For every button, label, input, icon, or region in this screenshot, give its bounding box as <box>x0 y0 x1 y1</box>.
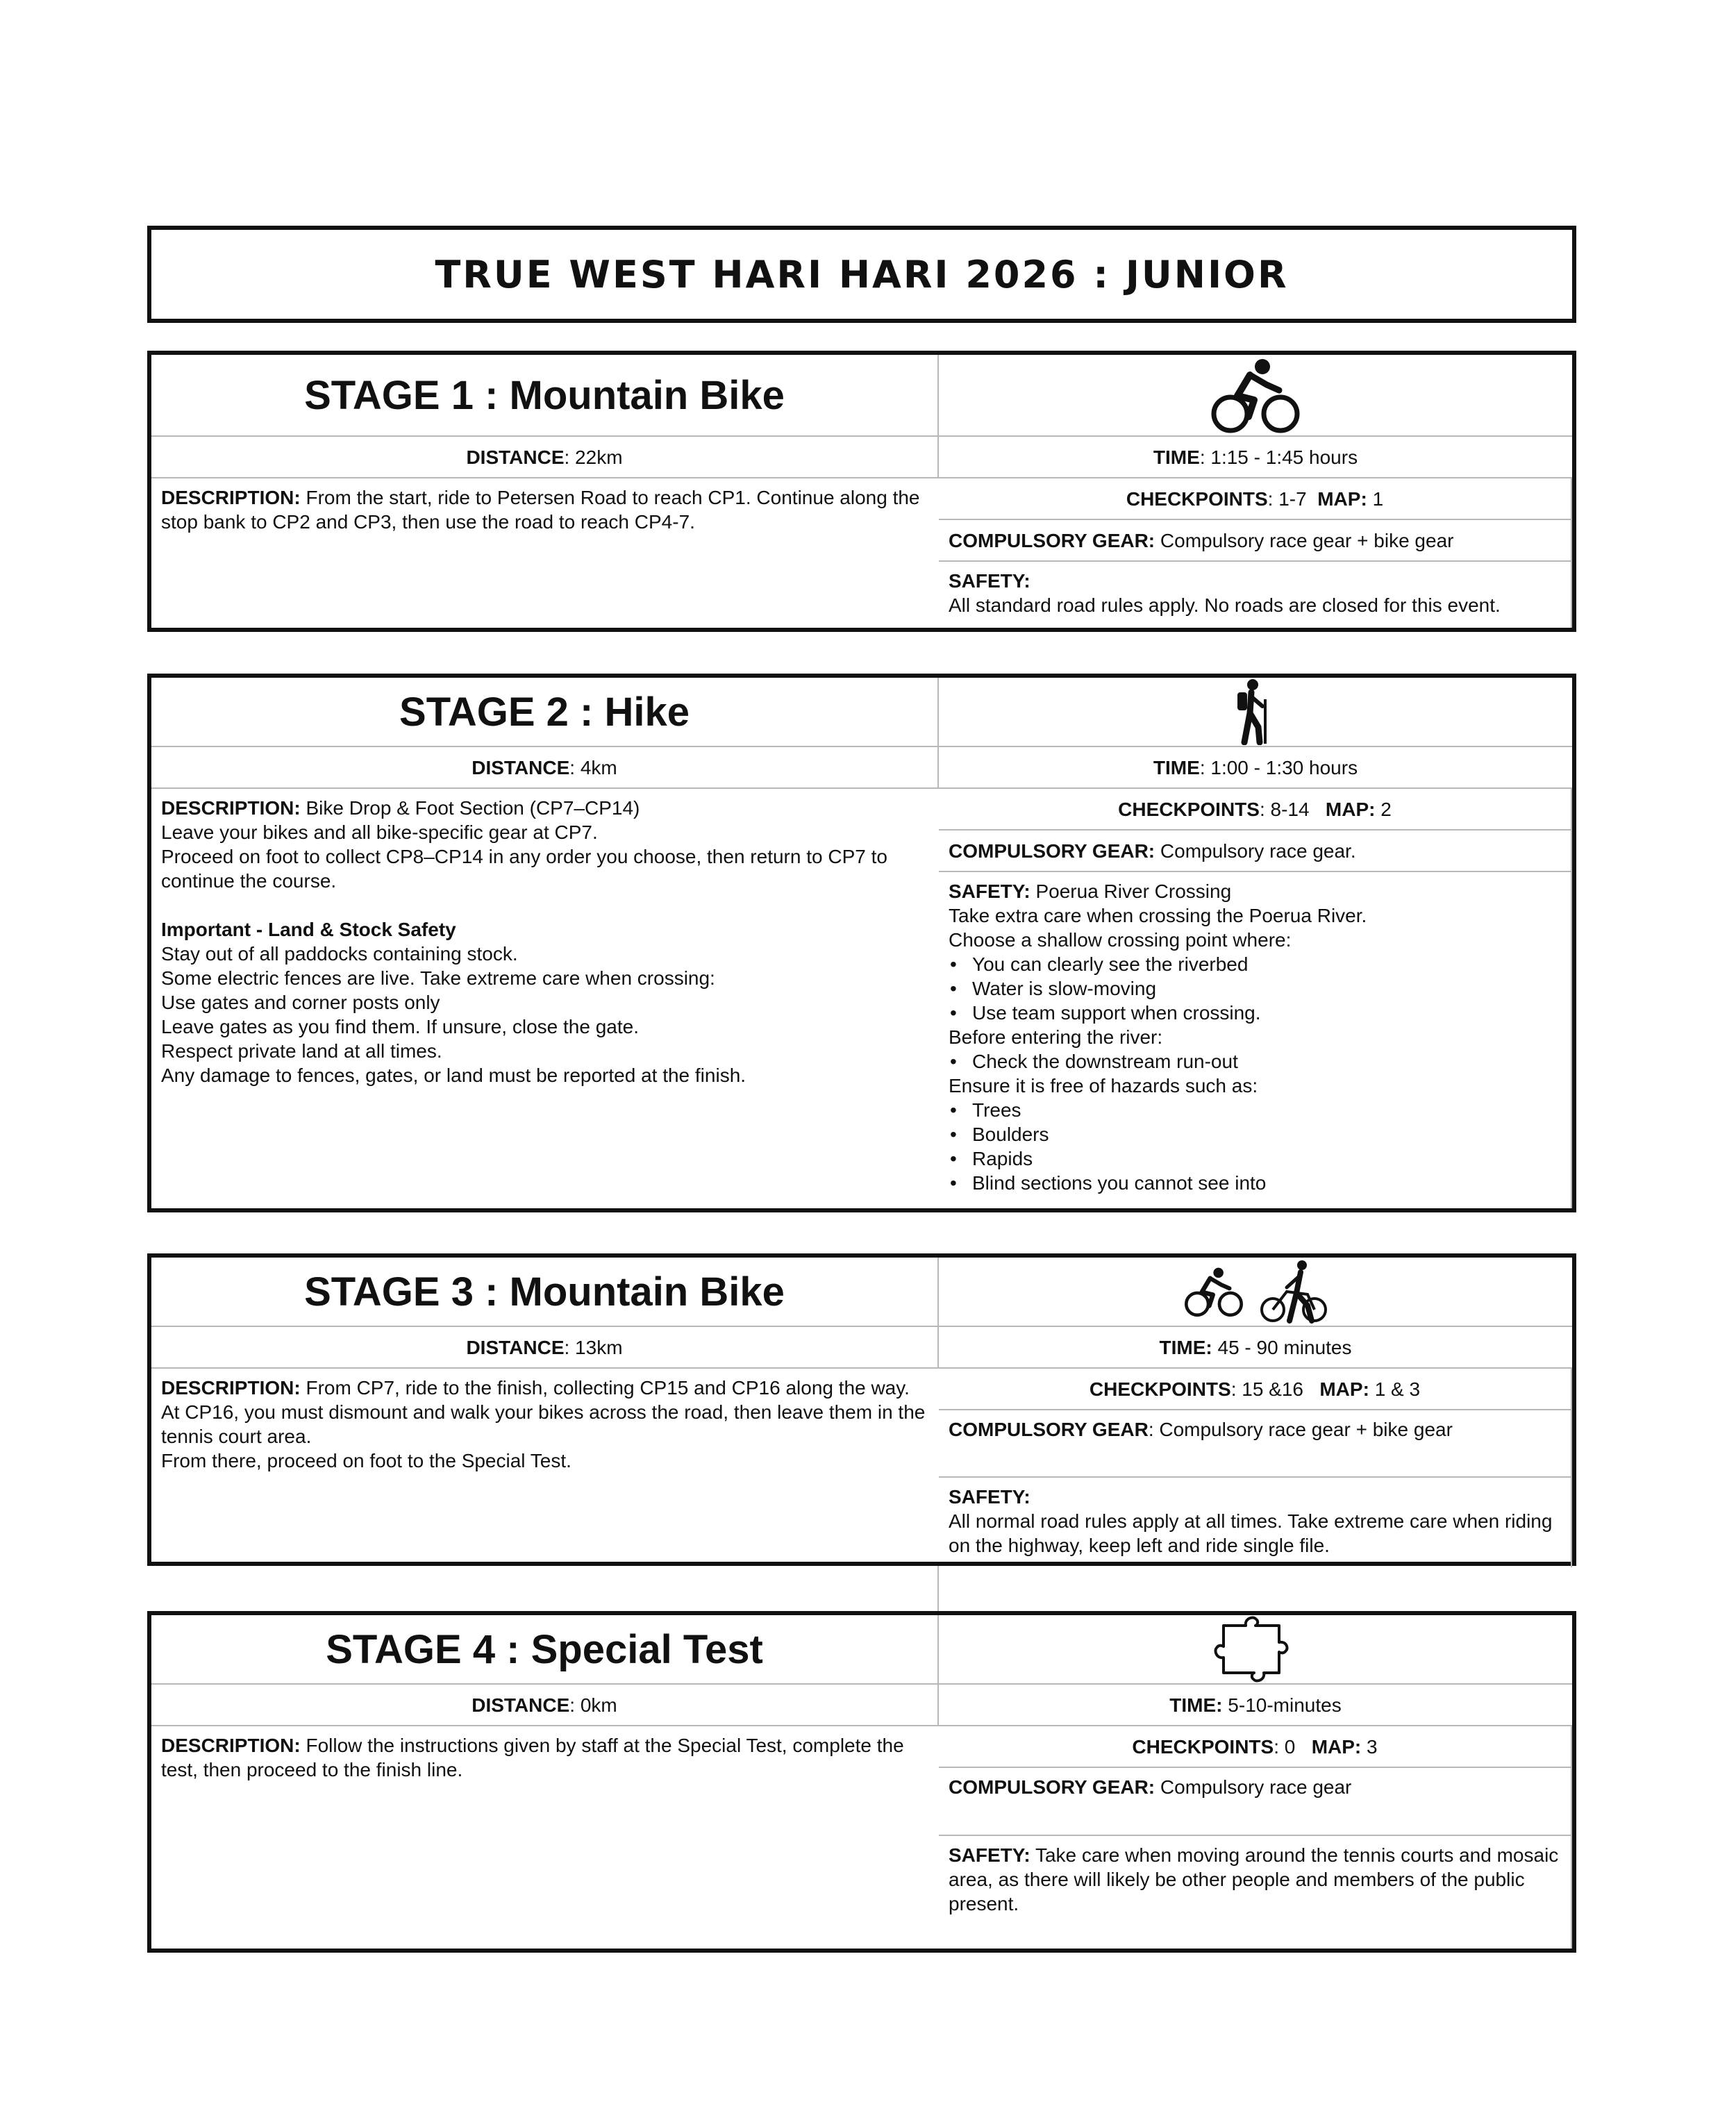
stage-2-card <box>147 674 1576 1212</box>
distance-field: DISTANCE: 13km <box>151 1327 939 1369</box>
hiker-icon <box>1235 678 1276 745</box>
cyclist-icon <box>1183 1265 1245 1318</box>
stage-icon-cell <box>939 1258 1572 1327</box>
list-item: • Boulders <box>950 1124 1049 1145</box>
stage-title: STAGE 1 : Mountain Bike <box>151 355 939 437</box>
time-field: TIME: 5-10-minutes <box>939 1685 1572 1726</box>
stage-title: STAGE 3 : Mountain Bike <box>151 1258 939 1327</box>
description-field: DESCRIPTION: From CP7, ride to the finish, collecting CP15 and CP16 along the way. At CP16, you must dismount and walk your bikes across the road, then leave them in the tennis court area. From there, proceed on foot to the Special Test. <box>161 1377 926 1471</box>
walking-bike-icon <box>1259 1260 1328 1324</box>
safety-field: SAFETY: Poerua River Crossing Take extra care when crossing the Poerua River. Choose a shallow crossing point where: • You can clearly see the riverbed • Water is slow-moving • Use team support when crossing. Before entering the river: • Check the downstream run-out Ensure it is free of hazards such as: • Trees • Boulders • Rapids • Blind sections you cannot see into <box>939 872 1572 1208</box>
safety-field: SAFETY: All normal road rules apply at all times. Take extreme care when riding on the highway, keep left and ride single file. <box>939 1478 1572 1567</box>
distance-field: DISTANCE: 22km <box>151 437 939 478</box>
list-item: • Check the downstream run-out <box>950 1051 1238 1072</box>
stage-title: STAGE 2 : Hike <box>151 678 939 747</box>
safety-field: SAFETY: Take care when moving around the tennis courts and mosaic area, as there will likely be other people and members of the public present. <box>939 1836 1572 1949</box>
important-heading: Important - Land & Stock Safety <box>161 919 456 940</box>
gear-field: COMPULSORY GEAR: Compulsory race gear. <box>939 831 1572 872</box>
stage-icon-cell <box>939 678 1572 747</box>
stage-4-card <box>147 1611 1576 1953</box>
list-item: • Use team support when crossing. <box>950 1002 1261 1024</box>
cyclist-icon <box>1208 357 1303 433</box>
time-field: TIME: 1:00 - 1:30 hours <box>939 747 1572 789</box>
gear-field: COMPULSORY GEAR: Compulsory race gear + bike gear <box>939 1410 1572 1478</box>
list-item: • Trees <box>950 1099 1021 1121</box>
stage-3-card <box>147 1253 1576 1566</box>
distance-field: DISTANCE: 0km <box>151 1685 939 1726</box>
description-field: DESCRIPTION: From the start, ride to Petersen Road to reach CP1. Continue along the stop bank to CP2 and CP3, then use the road to reach CP4-7. <box>161 487 920 533</box>
list-item: • You can clearly see the riverbed <box>950 953 1249 975</box>
list-item: • Rapids <box>950 1148 1033 1169</box>
description-field: DESCRIPTION: Bike Drop & Foot Section (CP7–CP14) Leave your bikes and all bike-specific gear at CP7. Proceed on foot to collect CP8–CP14 in any order you choose, then return to CP7 to continue the course. Important - Land & Stock Safety Stay out of all paddocks containing stock. Some electric fences are live. Take extreme care when crossing: Use gates and corner posts only Leave gates as you find them. If unsure, close the gate. Respect private land at all times. Any damage to fences, gates, or land must be reported at the finish. <box>151 789 939 1208</box>
list-item: • Blind sections you cannot see into <box>950 1172 1267 1194</box>
time-field: TIME: 45 - 90 minutes <box>939 1327 1572 1369</box>
gear-field: COMPULSORY GEAR: Compulsory race gear <box>939 1768 1572 1836</box>
puzzle-icon <box>1214 1616 1297 1683</box>
checkpoints-field: CHECKPOINTS: 0 MAP: 3 <box>939 1726 1572 1768</box>
gear-field: COMPULSORY GEAR: Compulsory race gear + bike gear <box>939 520 1572 562</box>
safety-field: SAFETY: All standard road rules apply. No roads are closed for this event. <box>939 562 1572 628</box>
document-title-box <box>147 226 1576 323</box>
document-title: TRUE WEST HARI HARI 2026 : JUNIOR <box>435 252 1289 297</box>
stage-1-card <box>147 351 1576 632</box>
stage-title: STAGE 4 : Special Test <box>151 1615 939 1685</box>
stage-icon-cell <box>939 1615 1572 1685</box>
list-item: • Water is slow-moving <box>950 978 1157 999</box>
checkpoints-field: CHECKPOINTS: 15 &16 MAP: 1 & 3 <box>939 1369 1572 1410</box>
distance-field: DISTANCE: 4km <box>151 747 939 789</box>
stage-icon-cell <box>939 355 1572 437</box>
checkpoints-field: CHECKPOINTS: 8-14 MAP: 2 <box>939 789 1572 831</box>
time-field: TIME: 1:15 - 1:45 hours <box>939 437 1572 478</box>
checkpoints-field: CHECKPOINTS: 1-7 MAP: 1 <box>939 478 1572 520</box>
column-divider-connector <box>937 1566 939 1613</box>
description-field: DESCRIPTION: Follow the instructions given by staff at the Special Test, complete the test, then proceed to the finish line. <box>161 1735 904 1780</box>
